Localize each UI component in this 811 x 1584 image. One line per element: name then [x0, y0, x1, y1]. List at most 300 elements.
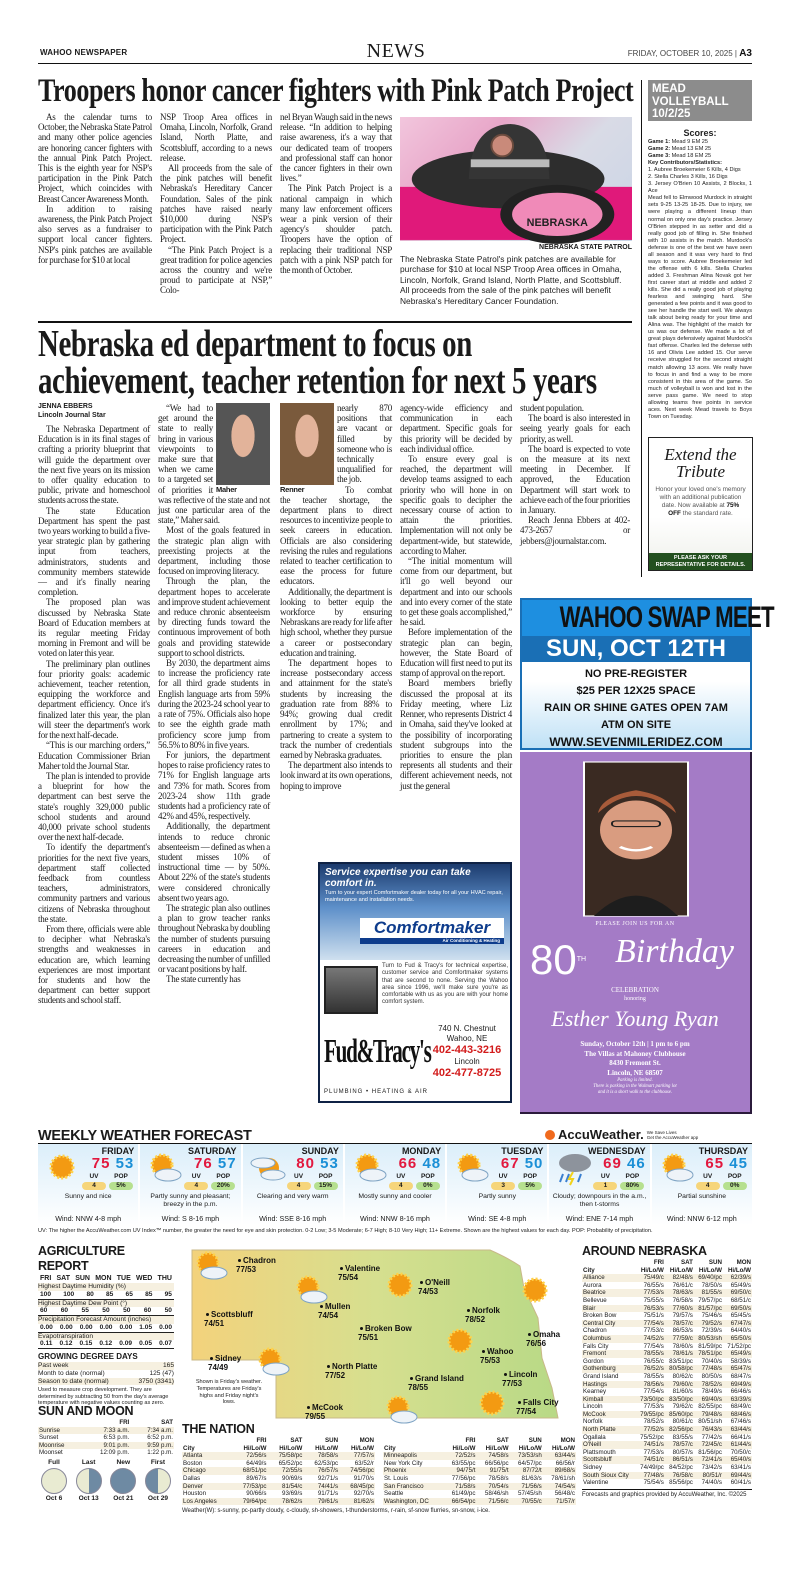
city-temps: 75/51	[358, 1333, 379, 1342]
forecast-cell: 67/47/s	[723, 1320, 752, 1328]
phone-wahoo[interactable]: 402-443-3216	[432, 1044, 502, 1056]
forecast-cell: 69/49/s	[723, 1381, 752, 1389]
forecast-cell: 81/54/c	[268, 1483, 304, 1491]
forecast-cell: 92/70/s	[353, 1490, 374, 1498]
headline-line: Nebraska ed department to focus on	[38, 323, 472, 365]
forecast-description: Cloudy; downpours in the a.m., then t-storms	[552, 1193, 647, 1208]
newspaper-name: WAHOO NEWSPAPER	[40, 48, 128, 57]
game-label: Game 3:	[648, 153, 671, 160]
city-dot	[410, 1377, 413, 1380]
city-header: City	[384, 1444, 396, 1452]
wind: Wind: SSE 8-16 mph	[259, 1214, 327, 1223]
paragraph: The strategic plan also outlines a plan to grow teacher ranks throughout Nebraska by doubling the number of students pursuing careers in education and decreasing the number of unfilled or vacant positions by half.	[158, 902, 270, 975]
city-name	[502, 1370, 537, 1379]
forecast-description: Sunny and nice	[64, 1193, 112, 1200]
forecast-cell: 73/53/sh	[510, 1452, 543, 1460]
forecast-cell: 83/55/s	[672, 1433, 693, 1441]
low-temp: 50	[524, 1155, 544, 1172]
forecast-tuesday	[447, 1144, 547, 1225]
ag-row-label: Highest Daytime Humidity (%)	[38, 1283, 174, 1291]
swap-date: SUN, OCT 12TH	[522, 636, 750, 662]
day-name: WEDNESDAY	[588, 1146, 646, 1156]
day-name: MONDAY	[401, 1146, 442, 1156]
city-temps: 74/49	[208, 1363, 229, 1372]
forecast-cell: 78/52/s	[694, 1381, 723, 1389]
pop-value: 0%	[416, 1182, 440, 1190]
table-row	[582, 1396, 752, 1404]
city-name: Dallas	[183, 1474, 201, 1482]
headshot	[280, 403, 334, 494]
forecast-cell: 74/58/s	[476, 1452, 509, 1460]
uv-label: UV	[191, 1173, 201, 1180]
gdd-row	[38, 1378, 174, 1386]
headshot-name: Maher	[216, 485, 237, 494]
comfortmaker-ad[interactable]	[318, 862, 512, 1103]
map-city	[480, 1347, 513, 1365]
day-label: FRI	[40, 1275, 52, 1282]
city-name: Los Angeles	[182, 1498, 232, 1506]
ag-value: 0.12	[99, 1340, 113, 1348]
table-row	[582, 1297, 752, 1305]
table-row	[582, 1434, 752, 1442]
forecast-cell: 75/46/s	[701, 1312, 722, 1320]
city-label: McCook	[312, 1403, 344, 1412]
gdd-title: GROWING DEGREE DAYS	[38, 1352, 138, 1362]
ag-value: 85	[145, 1290, 153, 1298]
discount: 75% OFF	[668, 502, 740, 517]
map-city	[502, 1370, 537, 1388]
agriculture-report	[38, 1244, 174, 1407]
paragraph: The board is expected to vote on the measure at its next meeting in December. If approved, the Education Department will start work to achieve each of the four priorities in January.	[520, 443, 630, 516]
ag-value: 0.11	[40, 1340, 53, 1348]
precip-probability	[416, 1173, 440, 1190]
forecast-cell: 78/57/c	[665, 1320, 694, 1328]
moon-phases	[38, 1459, 174, 1503]
day-header: MON	[736, 1259, 751, 1266]
city-name	[318, 1302, 350, 1311]
swap-title: WAHOO SWAP MEET	[559, 601, 774, 634]
day-label: SAT	[56, 1275, 70, 1282]
wind: Wind: NNW 8-16 mph	[360, 1214, 430, 1223]
low-temp: 57	[217, 1155, 237, 1172]
forecast-cell: 77/56/pc	[451, 1474, 476, 1482]
paragraph: “This is our marching orders,” Education Commissioner Brian Maher told the Journal Star.	[38, 740, 150, 771]
day-name: FRIDAY	[101, 1146, 135, 1156]
unit-header: Hi/Lo/W	[640, 1266, 664, 1274]
wind: Wind: NNW 4-8 mph	[55, 1214, 122, 1223]
forecast-cell: 77/54/s	[643, 1388, 664, 1396]
forecast-cell: 74/52/s	[636, 1335, 665, 1343]
city-name: Blair	[582, 1305, 636, 1313]
sun-and-moon	[38, 1404, 174, 1503]
city-dot	[206, 1313, 209, 1316]
forecast-cell: 77/54/s	[643, 1342, 664, 1350]
city: Wahoo, NE	[446, 1034, 488, 1043]
hi-lo	[399, 1156, 442, 1172]
city-dot	[340, 1267, 343, 1270]
pop-label: POP	[727, 1173, 742, 1180]
forecast-cell: 75/55/s	[643, 1296, 664, 1304]
comfortmaker-logo	[360, 918, 504, 944]
ag-value: 50	[123, 1307, 131, 1315]
forecast-cell: 75/49/c	[636, 1274, 665, 1282]
forecast-cell: 84/52/pc	[669, 1464, 693, 1472]
accuweather-logo	[545, 1128, 698, 1142]
byline	[38, 403, 106, 420]
table-row	[182, 1483, 375, 1491]
ag-row-values	[38, 1291, 174, 1300]
city-dot	[518, 1401, 521, 1404]
forecast-cell: 68/45/pc	[339, 1483, 375, 1491]
phase-date: Oct 6	[45, 1494, 63, 1502]
day-header: MON	[359, 1437, 374, 1444]
event-detail: 8430 Fremont St.	[609, 1059, 661, 1067]
sun-moon-title: SUN AND MOON	[38, 1404, 134, 1418]
day-header: SAT	[290, 1437, 303, 1444]
tag: We Save Lives	[646, 1130, 677, 1135]
paragraph: Additionally, the department intends to reduce chronic absenteeism — defined as when a student misses 10% of instructional time — by 50%. About 22% of the state's students were considered chronically absent two years ago.	[158, 821, 270, 903]
paragraph: The Nebraska Department of Education is in its final stages of crafting a priority blueprint that will guide the department over the next five years on its mission to offer quality education to public, private and homeschool students across the state.	[38, 424, 150, 506]
row-label: Moonset	[39, 1449, 63, 1457]
city-dot	[467, 1309, 470, 1312]
forecast-cell: 71/57/r	[543, 1498, 576, 1506]
city-label: Norfolk	[472, 1306, 500, 1315]
headshot-name: Renner	[280, 485, 305, 494]
day-label: WED	[135, 1275, 153, 1282]
age: 80	[530, 936, 577, 983]
ag-row-values	[38, 1324, 174, 1333]
unit-header: Hi/Lo/W	[485, 1444, 509, 1452]
time: 7:33 a.m.	[81, 1427, 130, 1435]
day-header: SUN	[528, 1437, 542, 1444]
forecast-cell: 93/69/s	[282, 1490, 303, 1498]
forecast-cell: 63/41/s	[730, 1464, 751, 1472]
article-column	[520, 403, 630, 546]
forecast-cell: 77/53/s	[643, 1448, 664, 1456]
phase-name: First	[150, 1458, 166, 1466]
volleyball-title	[648, 80, 752, 121]
moon-new-icon	[110, 1468, 136, 1494]
city-temps: 75/53	[480, 1356, 501, 1365]
ac-unit-image	[324, 966, 378, 1014]
forecast-cell: 79/52/s	[694, 1320, 723, 1328]
paragraph: The state currently has	[166, 974, 241, 985]
forecast-cell: 78/49/s	[701, 1388, 722, 1396]
forecast-cell: 78/52/s	[643, 1418, 664, 1426]
forecast-cell: 63/52/r	[354, 1459, 374, 1467]
forecast-cell: 71/56/c	[476, 1498, 509, 1506]
forecast-cell: 92/71/s	[317, 1474, 339, 1482]
around-nebraska-title: AROUND NEBRASKA	[582, 1244, 707, 1258]
table-row	[383, 1475, 576, 1483]
sun-moon-row	[38, 1442, 174, 1450]
ag-row-values	[38, 1340, 174, 1349]
city-name	[465, 1306, 500, 1315]
patch-text: NEBRASKA	[526, 217, 588, 230]
hi-lo	[194, 1156, 237, 1172]
forecast-cell: 68/51/pc	[232, 1467, 268, 1475]
forecast-cell: 77/53/c	[643, 1327, 664, 1335]
city-name: Alliance	[582, 1274, 636, 1282]
table-row	[582, 1343, 752, 1351]
ag-value: 0.00	[79, 1323, 93, 1331]
forecast-cell: 71/52/pc	[727, 1342, 751, 1350]
sunny-icon	[440, 1324, 480, 1363]
uv-index	[287, 1173, 311, 1190]
forecast-cell: 75/54/s	[643, 1479, 664, 1487]
paragraph: Board members briefly discussed the proposal at its Friday meeting, where Liz Renner, who represents District 4 in Omaha, said they've looked at the possibility of incorporating student subgroups into the priorities to ensure the plan represents all students and their different achievement needs, not just the general	[400, 678, 512, 791]
forecast-description: Partly sunny and pleasant; breezy in the p.m.	[150, 1193, 231, 1208]
city-name: O'Neill	[582, 1441, 636, 1449]
day-name: TUESDAY	[501, 1146, 544, 1156]
ag-value: 0.05	[139, 1340, 153, 1348]
forecast-cell: 70/40/s	[701, 1357, 722, 1365]
phone-lincoln[interactable]: 402-477-8725	[432, 1067, 502, 1079]
forecast-description: Partly sunny	[478, 1193, 516, 1200]
volleyball-report	[648, 128, 752, 421]
paragraph: The department hopes to increase postsecondary access and attainment for the state's students by increasing the graduation rate from 88% to 94%; growing dual credit enrollment by 17%; and partnering to create a system to track the number of credentials earned by Nebraska graduates.	[280, 658, 392, 760]
article-column	[400, 403, 512, 791]
article-column	[38, 112, 152, 265]
paragraph: In addition to raising awareness, the Pink Patch Project also serves as a fundraiser to support local cancer fighters. NSP's pink patches are available for purchase for $10 at local	[38, 203, 152, 265]
wind: Wind: SE 4-8 mph	[468, 1214, 527, 1223]
moon-phase	[142, 1459, 174, 1503]
city-dot	[420, 1281, 423, 1284]
section-name: NEWS	[366, 40, 426, 62]
forecast-cell: 91/71/s	[317, 1490, 339, 1498]
paragraph: To ensure every goal is reached, the department will develop teams assigned to each priority who will hone in on specific goals to decipher the necessary course of action to attain the priorities. Implementation will not only be department-wide, but statewide, according to Maher.	[400, 454, 512, 556]
forecast-cell: 69/50/s	[723, 1305, 752, 1313]
unit-header: Hi/Lo/W	[315, 1444, 339, 1452]
city-name	[338, 1264, 380, 1273]
pop-label: POP	[523, 1173, 537, 1180]
paragraph: The Pink Patch Project is a national campaign in which many law enforcement officers wear a pink version of their agency's shoulder patch. Troopers have the option of replacing their traditional NSP patch with a pink NSP patch for the month of October.	[280, 183, 392, 276]
forecast-cell: 80/50/s	[701, 1372, 722, 1380]
forecast-cell: 81/63/s	[521, 1474, 542, 1482]
extend-tribute-ad[interactable]	[648, 437, 753, 571]
city-dot	[360, 1327, 363, 1330]
ag-value: 1.05	[139, 1323, 153, 1331]
title-line: 10/2/25	[652, 108, 691, 120]
partly-sunny-icon	[252, 1344, 292, 1383]
forecast-cell: 91/75/t	[476, 1467, 509, 1475]
game-score	[648, 153, 752, 160]
swap-meet-ad[interactable]	[520, 598, 774, 750]
city-name	[305, 1403, 343, 1412]
partly-sunny-icon	[144, 1150, 184, 1184]
city-name: Houston	[183, 1490, 207, 1498]
ag-value: 0.12	[59, 1340, 73, 1348]
moon-last-icon	[76, 1468, 102, 1494]
table-row	[582, 1464, 752, 1472]
gdd-value: 165	[162, 1362, 174, 1370]
bday-celebration: CELEBRATION	[611, 986, 659, 994]
forecast-cell: 79/57/pc	[698, 1296, 722, 1304]
weather-table	[582, 1259, 752, 1487]
forecast-description: Clearing and very warm	[256, 1193, 329, 1200]
city-name: Washington, DC	[383, 1498, 443, 1506]
forecast-monday	[345, 1144, 445, 1225]
table-row	[582, 1373, 752, 1381]
moon-phase	[107, 1459, 139, 1503]
forecast-cell: 72/39/s	[701, 1327, 722, 1335]
day-header: MON	[560, 1437, 575, 1444]
forecast-cell: 86/51/s	[665, 1456, 694, 1464]
sidebar-divider	[641, 80, 642, 577]
hi-lo	[603, 1156, 646, 1172]
phase-date: Oct 13	[78, 1494, 99, 1502]
forecast-cell: 70/54/s	[476, 1483, 509, 1491]
contributor: 2. Stella Charles 3 Kills, 16 Digs	[648, 174, 728, 181]
forecast-cell: 81/55/s	[694, 1289, 723, 1297]
city-dot	[504, 1373, 507, 1376]
forecast-sunday	[243, 1144, 343, 1225]
paragraph: “We had to get around the state to really bring in various viewpoints to make sure that when we came to a targeted set of priorities it was reflective of the state and not just one particular area of the state,” Maher said.	[158, 403, 270, 526]
sunny-icon	[472, 1386, 512, 1425]
forecast-cell: 78/50/s	[701, 1281, 722, 1289]
day-header: SAT	[680, 1259, 693, 1266]
sun-moon-row	[38, 1434, 174, 1442]
nebraska-weather-map	[190, 1248, 562, 1420]
photo-credit: NEBRASKA STATE PATROL	[539, 244, 632, 251]
gdd-label: Past week	[38, 1362, 69, 1370]
body-text: Honor your loved one's memory with an additional publication date. Now available at	[655, 486, 746, 509]
uv-label: UV	[294, 1173, 304, 1180]
ag-value: 85	[105, 1290, 114, 1298]
uv-label: UV	[600, 1173, 610, 1180]
city-name: Beatrice	[582, 1289, 636, 1297]
ag-value: 0.07	[159, 1340, 172, 1348]
precip-probability	[518, 1173, 542, 1190]
city-name: Boston	[183, 1459, 203, 1467]
uv-value: 4	[696, 1182, 720, 1190]
swap-detail: $25 PER 12X25 SPACE	[576, 685, 696, 697]
uv-value: 4	[184, 1182, 208, 1190]
forecast-cell: 82/48/s	[665, 1274, 694, 1282]
high-temp: 65	[705, 1155, 725, 1172]
forecast-cell: 56/48/c	[554, 1490, 575, 1498]
day-name: THURSDAY	[698, 1146, 748, 1156]
forecast-cell: 68/46/s	[723, 1411, 752, 1419]
city-name: Norfolk	[583, 1418, 603, 1426]
forecast-cell: 63/44/s	[543, 1452, 576, 1460]
precip-probability	[314, 1173, 338, 1190]
uv-label: UV	[498, 1173, 508, 1180]
precip-probability	[620, 1173, 644, 1190]
city-name: Falls City	[583, 1342, 609, 1350]
city-header: City	[183, 1444, 195, 1452]
forecast-cell: 65/52/pc	[278, 1459, 303, 1467]
table-row	[582, 1327, 752, 1335]
moon-first-icon	[145, 1468, 171, 1494]
day-label: SUN	[75, 1275, 90, 1282]
time: 1:22 p.m.	[147, 1449, 173, 1457]
row-label: Sunrise	[38, 1427, 81, 1435]
time: 6:53 p.m.	[103, 1434, 130, 1442]
forecast-cell: 78/61/sh	[551, 1474, 575, 1482]
high-temp: 80	[296, 1155, 315, 1172]
table-row	[182, 1467, 375, 1475]
forecast-cell: 58/39/s	[730, 1357, 751, 1365]
game-score	[648, 146, 752, 153]
uv-value: 3	[491, 1182, 515, 1190]
table-row	[383, 1452, 576, 1460]
day-header: SAT	[496, 1437, 509, 1444]
city-name: Denver	[182, 1483, 232, 1491]
weather-table	[383, 1437, 576, 1505]
map-city	[338, 1264, 380, 1282]
city-temps: 79/55	[305, 1412, 326, 1421]
swap-detail: RAIN OR SHINE GATES OPEN 7AM	[544, 702, 728, 714]
paragraph: student population.	[520, 403, 584, 413]
forecast-row	[38, 1143, 752, 1225]
paragraph: nearly 870 positions that are vacant or filled by someone who is technically unqualified for the job.	[337, 403, 392, 485]
forecast-cell: 80/58/pc	[665, 1365, 694, 1373]
city-name: Chadron	[583, 1327, 607, 1335]
map-city	[208, 1354, 241, 1372]
table-row	[182, 1475, 375, 1483]
forecast-cell: 57/45/sh	[518, 1490, 542, 1498]
forecast-cell: 71/56/s	[510, 1483, 543, 1491]
low-temp: 48	[422, 1155, 442, 1172]
paragraph: The state Education Department has spent the past two years working to build a five-year strategic plan by gathering input from teachers, administrators, students and community members statewide — and it's finally nearing completion.	[38, 505, 150, 598]
city-name: Phoenix	[383, 1467, 443, 1475]
tag: Get the AccuWeather app	[646, 1135, 699, 1140]
uv-index	[389, 1173, 413, 1190]
uv-value: 4	[82, 1182, 106, 1190]
table-row	[582, 1335, 752, 1343]
high-temp: 76	[194, 1155, 213, 1172]
pop-value: 0%	[723, 1182, 747, 1190]
unit-header: Hi/Lo/W	[279, 1444, 303, 1452]
map-city	[305, 1403, 343, 1421]
map-city	[516, 1398, 559, 1416]
map-city	[358, 1324, 412, 1342]
forecast-cell: 65/40/s	[723, 1456, 752, 1464]
uv-index	[82, 1173, 106, 1190]
brand-tags	[647, 1130, 698, 1140]
city-dot	[320, 1305, 323, 1308]
sunny-icon	[42, 1150, 82, 1184]
score: Mead 9 EM 25	[671, 139, 709, 145]
day-name: SUNDAY	[301, 1146, 339, 1156]
forecast-cell: 80/51/r	[694, 1472, 723, 1480]
title-line: Extend the	[664, 445, 737, 464]
city-name: Grand Island	[583, 1372, 619, 1380]
forecast-cell: 89/68/s	[543, 1467, 576, 1475]
ag-value: 100	[40, 1290, 52, 1298]
table-row	[582, 1479, 752, 1487]
city-label: Scottsbluff	[211, 1310, 253, 1319]
city-name	[526, 1330, 560, 1339]
forecast-cell: 82/56/pc	[665, 1426, 694, 1434]
map-city	[408, 1374, 464, 1392]
forecast-cell: 64/40/s	[730, 1327, 751, 1335]
city-temps: 77/52	[325, 1371, 346, 1380]
city-label: Wahoo	[487, 1347, 514, 1356]
table-row	[383, 1498, 576, 1506]
forecast-cell: 80/53/sh	[694, 1335, 723, 1343]
table-row	[582, 1274, 752, 1282]
weather-table	[182, 1437, 375, 1505]
gdd-value: 125 (47)	[149, 1369, 174, 1377]
forecast-cell: 77/60/s	[665, 1305, 694, 1313]
city-name	[325, 1362, 377, 1371]
city-name	[204, 1310, 253, 1319]
forecast-cell: 85/56/pc	[669, 1479, 693, 1487]
swap-website-link[interactable]: WWW.SEVENMILERIDEZ.COM	[549, 735, 723, 749]
article-column	[280, 403, 392, 791]
